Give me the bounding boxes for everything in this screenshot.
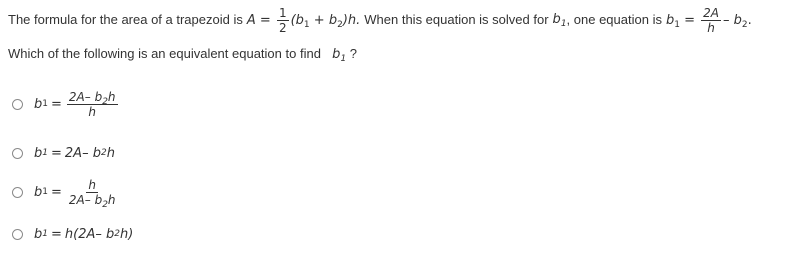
- question-line-1: [8, 2, 798, 38]
- solved-for-var: $b_1$: [552, 12, 567, 29]
- answer-option-4[interactable]: [12, 223, 133, 245]
- radio-button-option-4[interactable]: [12, 229, 23, 240]
- option-2-expression: b 1 = 2A– b 2 h: [34, 145, 115, 161]
- question-mid: When this equation is solved for: [364, 12, 549, 27]
- option-1-expression: b 1 = $\frac{2A- b_2h}{h}$: [34, 89, 116, 119]
- question-prompt: Which of the following is an equivalent equation to find: [8, 46, 321, 61]
- area-formula: A = $\frac{1}{2}$ $(b_1 + b_2)h$.: [246, 5, 361, 35]
- option-4-expression: b 1 = h(2A– b 2 h): [34, 226, 134, 242]
- question-text: [8, 2, 798, 65]
- option-1-fraction: $\frac{2A- b_2h}{h}$: [68, 89, 116, 119]
- given-equation: $b_1$ = $\frac{2A}{h}$ – $b_2$.: [665, 5, 752, 35]
- find-var: $b_1$: [332, 47, 347, 64]
- fraction-one-half: $\frac{1}{2}$: [278, 5, 287, 35]
- answer-option-2[interactable]: [12, 142, 115, 164]
- radio-button-option-2[interactable]: [12, 148, 23, 159]
- answer-option-3[interactable]: [12, 172, 120, 212]
- question-intro: The formula for the area of a trapezoid is: [8, 12, 243, 27]
- radio-button-option-1[interactable]: [12, 99, 23, 110]
- option-3-expression: b 1 = $\frac{h}{2A- b_2h}$: [34, 177, 116, 210]
- question-mid-2: , one equation is: [566, 12, 662, 27]
- answer-option-1[interactable]: [12, 84, 120, 124]
- question-line-2: Which of the following is an equivalent equation to find $b_1$ ?: [8, 46, 358, 64]
- option-3-fraction: $\frac{h}{2A- b_2h}$: [68, 177, 116, 210]
- fraction-2a-over-h: $\frac{2A}{h}$: [703, 5, 719, 35]
- radio-button-option-3[interactable]: [12, 187, 23, 198]
